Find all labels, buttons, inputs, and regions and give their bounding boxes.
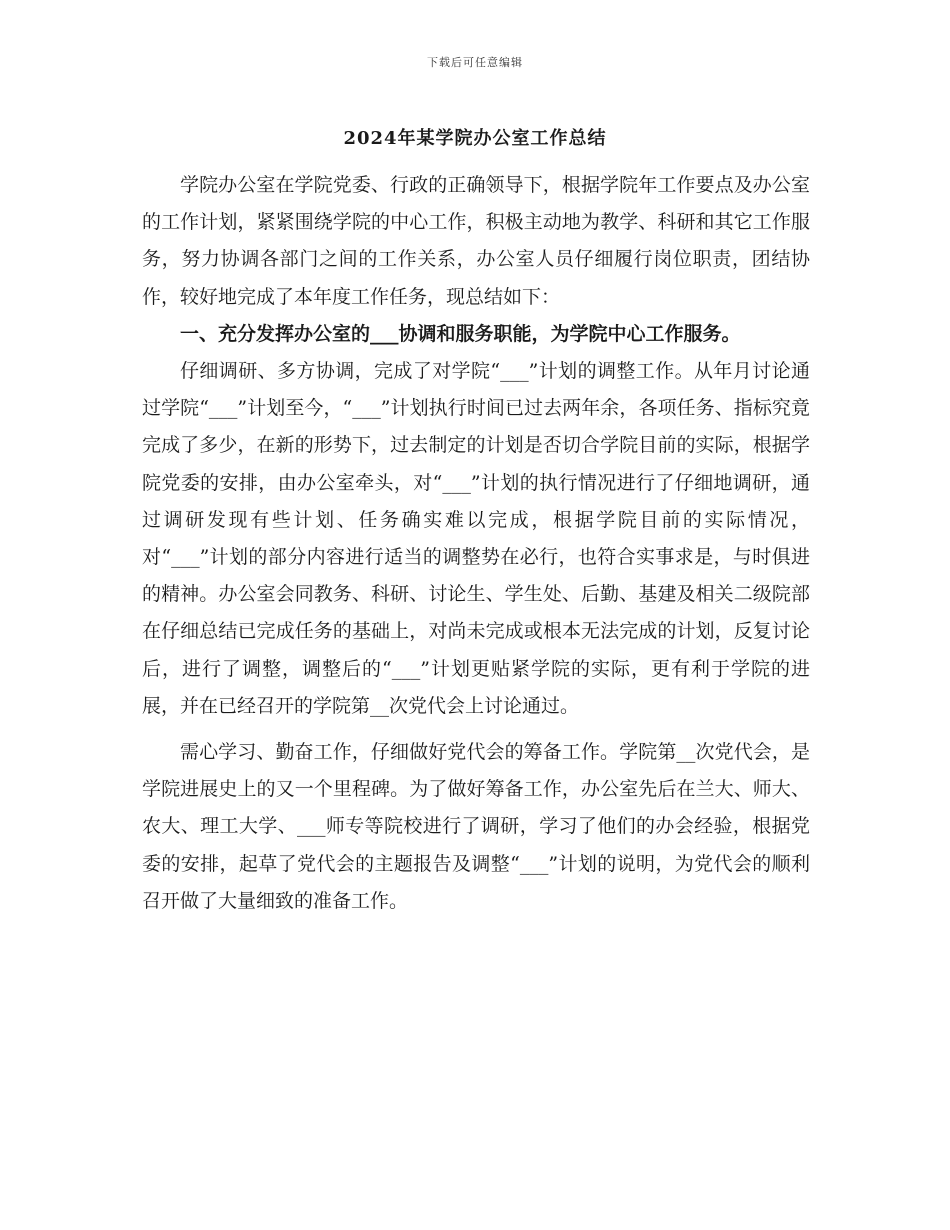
body-paragraph: 需心学习、勤奋工作，仔细做好党代会的筹备工作。学院第__次党代会，是学院进展史上的又一个里程碑。为了做好筹备工作，办公室先后在兰大、师大、农大、理工大学、___师专等院校进行了调研，学习了他们的办会经验，根据党委的安排，起草了党代会的主题报告及调整“___”计划的说明，为党代会的顺利召开做了大量细致的准备工作。 bbox=[142, 741, 810, 912]
header-note: 下载后可任意编辑 bbox=[427, 56, 523, 69]
document-body bbox=[142, 167, 810, 920]
intro-paragraph: 学院办公室在学院党委、行政的正确领导下，根据学院年工作要点及办公室的工作计划，紧紧围绕学院的中心工作，积极主动地为教学、科研和其它工作服务，努力协调各部门之间的工作关系，办公室人员仔细履行岗位职责，团结协作，较好地完成了本年度工作任务，现总结如下： bbox=[142, 174, 810, 308]
document-title: 2024年某学院办公室工作总结 bbox=[343, 128, 607, 149]
section-heading: 一、充分发挥办公室的___协调和服务职能，为学院中心工作服务。 bbox=[180, 322, 741, 345]
body-paragraph: 仔细调研、多方协调，完成了对学院“___”计划的调整工作。从年月讨论通过学院“___”计划至今，“___”计划执行时间已过去两年余，各项任务、指标究竟完成了多少，在新的形势下，过去制定的计划是否切合学院目前的实际，根据学院党委的安排，由办公室牵头，对“___”计划的执行情况进行了仔细地调研，通过调研发现有些计划、任务确实难以完成，根据学院目前的实际情况，对“___”计划的部分内容进行适当的调整势在必行，也符合实事求是，与时俱进的精神。办公室会同教务、科研、讨论生、学生处、后勤、基建及相关二级院部在仔细总结已完成任务的基础上，对尚未完成或根本无法完成的计划，反复讨论后，进行了调整，调整后的“___”计划更贴紧学院的实际，更有利于学院的进展，并在已经召开的学院第__次党代会上讨论通过。 bbox=[142, 360, 810, 717]
